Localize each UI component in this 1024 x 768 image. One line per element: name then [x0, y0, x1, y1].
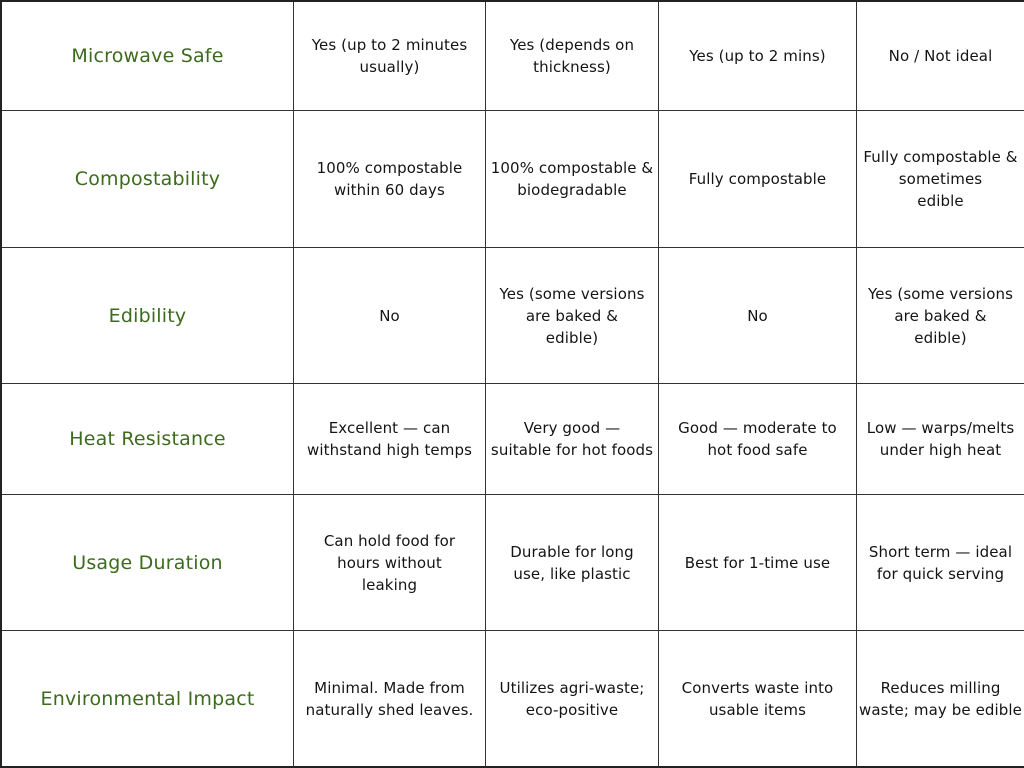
table-cell	[659, 111, 857, 248]
table-cell	[486, 248, 659, 384]
row-label-cell	[2, 384, 294, 495]
table-cell	[486, 631, 659, 768]
table-cell	[659, 495, 857, 631]
table-cell	[486, 495, 659, 631]
row-label: Compostability	[74, 168, 221, 190]
table-cell	[659, 384, 857, 495]
table-cell	[659, 2, 857, 111]
cell-text: No / Not ideal	[888, 47, 993, 65]
cell-text: Short term — ideal for quick serving	[868, 542, 1013, 583]
cell-text: Very good — suitable for hot foods	[490, 419, 654, 459]
row-label: Environmental Impact	[40, 687, 255, 710]
table-cell	[857, 248, 1024, 384]
cell-text: Minimal. Made from naturally shed leaves.	[305, 678, 474, 719]
cell-text: Fully compostable & sometimes edible	[863, 148, 1018, 210]
table-cell	[294, 111, 486, 248]
cell-text: 100% compostable & biodegradable	[490, 159, 654, 199]
row-label-cell	[2, 631, 294, 768]
row-label: Heat Resistance	[69, 428, 226, 450]
cell-text: 100% compostable within 60 days	[316, 159, 463, 199]
cell-text: Best for 1-time use	[684, 553, 831, 572]
cell-text: Yes (depends on thickness)	[509, 36, 635, 76]
cell-text: No	[379, 306, 400, 325]
cell-text: Utilizes agri-waste; eco-positive	[499, 678, 645, 719]
row-label-cell	[2, 111, 294, 248]
cell-text: Low — warps/melts under high heat	[866, 419, 1015, 459]
table-cell	[857, 384, 1024, 495]
table-cell	[659, 248, 857, 384]
table-cell	[857, 495, 1024, 631]
cell-text: Reduces milling waste; may be edible	[859, 678, 1023, 719]
table-cell	[294, 495, 486, 631]
table-cell	[486, 384, 659, 495]
table-cell	[659, 631, 857, 768]
cell-text: Yes (some versions are baked & edible)	[868, 284, 1013, 347]
table-cell	[857, 631, 1024, 768]
row-label: Usage Duration	[72, 551, 223, 574]
cell-text: Yes (up to 2 mins)	[689, 47, 826, 65]
table-cell	[857, 111, 1024, 248]
row-label: Microwave Safe	[71, 45, 224, 67]
table-cell	[294, 384, 486, 495]
table-cell	[294, 2, 486, 111]
cell-text: Yes (up to 2 minutes usually)	[311, 36, 468, 76]
cell-text: Yes (some versions are baked & edible)	[499, 284, 645, 347]
table-cell	[294, 631, 486, 768]
cell-text: Good — moderate to hot food safe	[678, 419, 837, 459]
cell-text: Can hold food for hours without leaking	[323, 531, 456, 594]
cell-text: Durable for long use, like plastic	[510, 542, 634, 583]
row-label-cell	[2, 2, 294, 111]
row-label-cell	[2, 495, 294, 631]
cell-text: Fully compostable	[688, 170, 827, 188]
row-label-cell	[2, 248, 294, 384]
table-cell	[486, 2, 659, 111]
cell-text: Excellent — can withstand high temps	[306, 419, 473, 459]
table-cell	[486, 111, 659, 248]
cell-text: No	[747, 306, 768, 325]
table-cell	[857, 2, 1024, 111]
row-label: Edibility	[108, 304, 187, 327]
table-cell	[294, 248, 486, 384]
cell-text: Converts waste into usable items	[681, 678, 834, 719]
